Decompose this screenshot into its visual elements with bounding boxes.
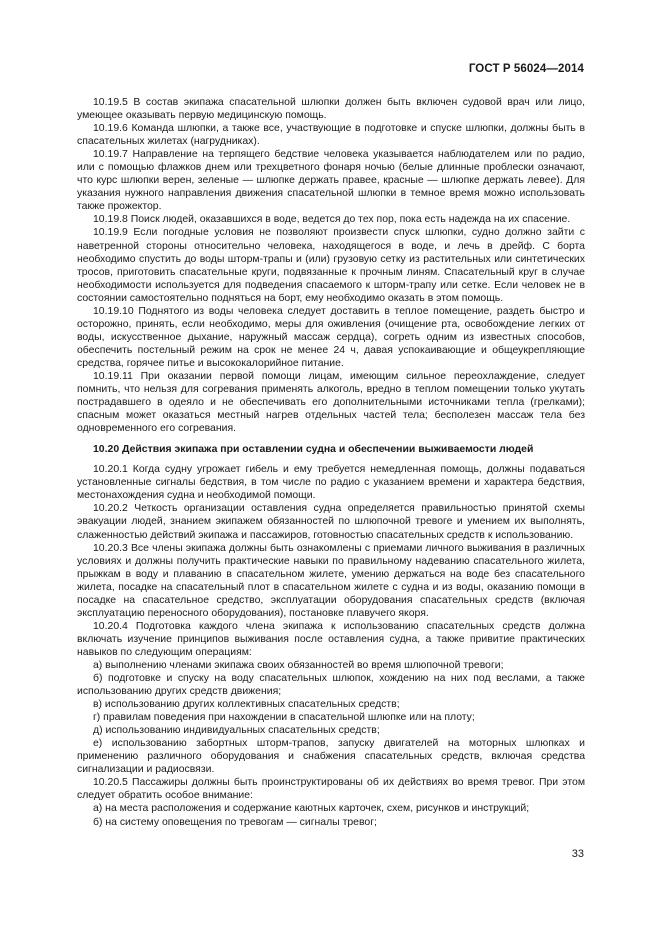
list-item-a-passengers: а) на места расположения и содержание каютных карточек, схем, рисунков и инструкций; [93,803,530,815]
paragraph-10-20-1: 10.20.1 Когда судну угрожает гибель и ему требуется немедленная помощь, должны подаваться установленные сигналы бедствия, в том числе по радио с указанием времени и характера бедствия, местонахождения судна и необходимой помощи. [77,464,585,502]
list-item-e: е) использованию забортных шторм-трапов, запуску двигателей на моторных шлюпках и применению различного оборудования и снабжения спасательных средств, включая средства сигнализации и радиосвязи. [77,738,585,776]
paragraph-10-19-9: 10.19.9 Если погодные условия не позволяют произвести спуск шлюпки, судно должно зайти с наветренной стороны относительно человека, находящегося в воде, и лечь в дрейф. С борта необходимо спустить до воды шторм-трапы и (или) грузовую сетку из растительных или синтетических тросов, приготовить спасательные круги, подвязанные к прочным линям. Спасательный круг в случае необходимости используется для подведения спасаемого к шторм-трапу или сетке. Если человек не в состоянии самостоятельно подняться на борт, ему необходимо оказать в этом помощь. [77,227,585,304]
paragraph-10-20-4: 10.20.4 Подготовка каждого члена экипажа к использованию спасательных средств должна включать изучение принципов выживания после оставления судна, а также привитие практических навыков по следующим операциям: [77,620,585,658]
paragraph-10-19-11: 10.19.11 При оказании первой помощи лицам, имеющим сильное переохлаждение, следует помнить, что нельзя для согревания применять алкоголь, вредно в теплом помещении только укутать пострадавшего в одеяло и не обеспечивать его дополнительными источниками тепла (грелками); спасным может оказаться местный нагрев отдельных частей тела; бесполезен массаж тела без одновременного его согревания. [77,370,585,435]
paragraph-10-19-5: 10.19.5 В состав экипажа спасательной шлюпки должен быть включен судовой врач или лицо, умеющее оказывать первую медицинскую помощь. [77,97,585,122]
list-item-b: б) подготовке и спуску на воду спасательных шлюпок, хождению на них под веслами, а также использованию других средств движения; [77,673,585,698]
list-item-a: а) выполнению членами экипажа своих обязанностей во время шлюпочной тревоги; [93,659,504,671]
paragraph-10-19-6: 10.19.6 Команда шлюпки, а также все, участвующие в подготовке и спуске шлюпки, должны быть в спасательных жилетах (нагрудниках). [77,123,585,148]
paragraph-10-20-5: 10.20.5 Пассажиры должны быть проинструктированы об их действиях во время тревог. При этом следует обратить особое внимание: [77,777,585,802]
list-item-v: в) использованию других коллективных спасательных средств; [93,699,400,711]
paragraph-10-19-7: 10.19.7 Направление на терпящего бедствие человека указывается наблюдателем или по радио, или с помощью флажков днем или трехцветного фонаря ночью (белые длинные проблески означают, что курс шлюпки верен, зеленые — шлюпке держать правее, красные — шлюпке держать левее). Для указания нужного направления движения спасательной шлюпки в темное время можно использовать также прожектор. [77,149,585,213]
paragraph-10-20-3: 10.20.3 Все члены экипажа должны быть ознакомлены с приемами личного выживания в различных условиях и должны получить практические навыки по правильному надеванию спасательного жилета, прыжкам в воду и плаванию в спасательном жилете, умению держаться на воде без спасательного жилета, посадке на спасательный плот в спасательном жилете с судна и из воды, оказанию помощи в посадке на спасательное средство, эксплуатации оборудования спасательных средств (включая эксплуатацию переносного оборудования), постановке плавучего якоря. [77,542,585,619]
paragraph-10-20-2: 10.20.2 Четкость организации оставления судна определяется правильностью принятой схемы эвакуации людей, знанием экипажем обязанностей по шлюпочной тревоге и умением их выполнять, слаженностью действий экипажа и пассажиров, готовностью спасательных средств к использованию. [77,503,585,541]
paragraph-10-19-8: 10.19.8 Поиск людей, оказавшихся в воде, ведется до тех пор, пока есть надежда на их спасение. [93,214,571,226]
page-number: 33 [571,848,584,860]
list-item-d: д) использованию индивидуальных спасательных средств; [93,725,380,737]
section-heading-10-20: 10.20 Действия экипажа при оставлении судна и обеспечении выживаемости людей [93,444,534,456]
paragraph-10-19-10: 10.19.10 Поднятого из воды человека следует доставить в теплое помещение, раздеть быстро и осторожно, принять, если необходимо, меры для оживления (очищение рта, освобождение легких от воды, искусственное дыхание, наружный массаж сердца), согреть одним из известных способов, обеспечить постельный режим на срок не менее 24 ч, давая успокаивающие и общеукрепляющие средства, горячее питье и высококалорийное питание. [77,305,585,369]
list-item-b-passengers: б) на систему оповещения по тревогам — сигналы тревог; [93,816,377,828]
document-body [77,96,585,829]
list-item-g: г) правилам поведения при нахождении в спасательной шлюпке или на плоту; [93,712,475,724]
standard-designation: ГОСТ Р 56024—2014 [468,63,584,75]
